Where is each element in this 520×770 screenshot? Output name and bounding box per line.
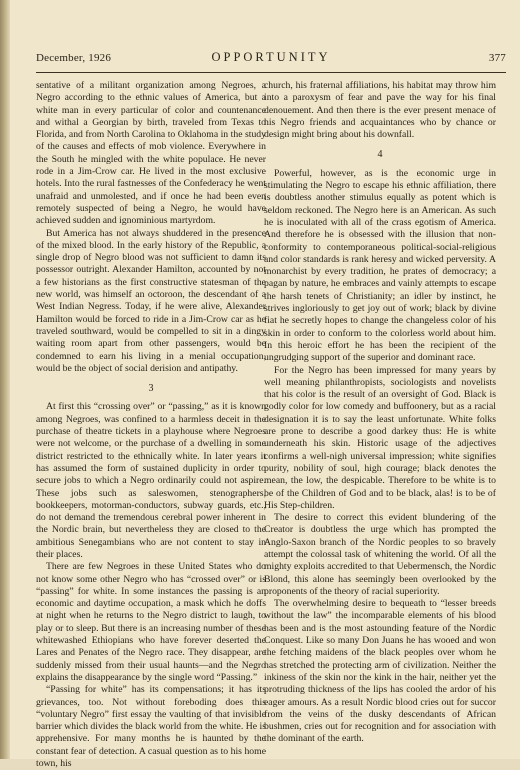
paragraph: But America has not always shuddered in the presence of the mixed blood. In the early history of the Republic, a single drop of Negro blood was not sufficient to damn its possessor outright. Alexander Hamilton, accounted by not a few historians as the first constructive statesman of the new world, was himself an octoroon, the descendant of a West Indian Negress. Today, if he were alive, Alexander Hamilton would be forced to ride in a Jim-Crow car as he traveled southward, would be compelled to sit in a dingy waiting room apart from other passengers, would be condemned to earn his living in a menial occupation, would be the object of social derision and antipathy. <box>36 227 266 374</box>
section-number: 3 <box>148 383 154 395</box>
section-number: 4 <box>377 149 383 161</box>
page-number: 377 <box>488 52 506 64</box>
magazine-page <box>10 0 520 770</box>
magazine-title: OPPORTUNITY <box>211 50 331 64</box>
paragraph: The overwhelming desire to bequeath to “lesser breeds without the law” the incomparable elements of his blood has been and is the most astounding feature of the Nordic Conquest. Like so many Don Juans he has wooed and won the fetching maidens of the black peoples over whom he has stretched the protecting arm of civilization. Neither the inkiness of the skin nor the kink in the hair, neither yet the protruding thickness of the lips has cooled the ardor of his eager amours. As a result Nordic blood cries out for succor from the veins of the dusky descendants of African bushmen, cries out for recognition and for association with the dominant of the earth. <box>264 598 496 745</box>
paragraph: Powerful, however, as is the economic urge in stimulating the Negro to escape his ethnic affiliation, there is doubtless another stimulus equally as potent which is seldom reckoned. The Negro here is an American. As such he is inoculated with all of the crass egotism of America. And therefore he is obsessed with the illusion that non-conformity to contemporaneous political-social-religious and color standards is rank heresy and wicked perversity. A monarchist by every tradition, he prates of democracy; a pagan by nature, he embraces and vainly attempts to escape the harsh tenets of Christianity; an idler by instinct, he strives ingloriously to get joy out of work; black by divine fiat he secretly hopes to change the changeless color of his skin in order to conform to the colorless world about him. In this heroic effort he has been the recipient of the ungrudging support of the superior and dominant race. <box>264 167 496 364</box>
left-column <box>36 80 266 770</box>
paragraph: “Passing for white” has its compensations; it has its grievances, too. Not without foreboding does this “voluntary Negro” first essay the vaulting of that invisible barrier which divides the black world from the white. He is apprehensive. For many months he is haunted by the constant fear of detection. A casual question as to his home town, his <box>36 684 266 770</box>
running-header <box>36 50 506 70</box>
paragraph: At first this “crossing over” or “passing,” as it is known among Negroes, was confined to a harmless deceit in the purchase of theatre tickets in a playhouse where Negroes were not welcome, or the purchase of a dwelling in some district restricted to the ethnically white. In later years it has assumed the form of sustained duplicity in order to secure jobs to which a Negro ordinarily could not aspire. These jobs such as saleswomen, stenographers, bookkeepers, motorman-conductors, subway guards, etc., do not demand the tremendous cerebral power inherent in the Nordic brain, but nevertheless they are closed to the ambitious Senegambians who are not content to stay in their places. <box>36 401 266 560</box>
page-binding-shadow <box>0 0 10 759</box>
header-rule <box>36 72 506 73</box>
right-column <box>264 80 496 746</box>
paragraph: For the Negro has been impressed for many years by well meaning philanthropists, sociologists and novelists that his color is the result of an oversight of God. Black is godly color for low comedy and buffoonery, but as a racial designation it is to say the least unfortunate. White folks are prone to describe a good darkey thus: He is white underneath his skin. Historic usage of the adjectives confirms a well-nigh universal impression; white signifies purity, nobility of soul, high courage; black denotes the mean, the low, the despicable. Therefore to be white is to be of the Children of God and to be black, alas! is to be of His Step-children. <box>264 364 496 511</box>
paragraph: sentative of a militant organization among Negroes, a Negro according to the ethnic values of America, but a white man in every particular of color and countenance and withal a Georgian by birth, traveled from Texas to Florida, and from North Carolina to Oklahoma in the study of the causes and effects of mob violence. Everywhere in the South he mingled with the white populace. He never rode in a Jim-Crow car. He lived in the most exclusive hotels. Into the rural fastnesses of the Confederacy he went unafraid and unmolested, and if once he had been even remotely suspected of being a Negro, he would have achieved sudden and ignominious martyrdom. <box>36 80 266 227</box>
paragraph: church, his fraternal affiliations, his habitat may throw him into a paroxysm of fear and pave the way for his final denouement. And then there is the ever present menace of his Negro friends and acquaintances who by chance or design might bring about his downfall. <box>264 80 496 141</box>
paragraph: There are few Negroes in these United States who do not know some other Negro who has “crossed over” or is “passing” for white. In some instances the passing is an economic and daytime occupation, a mask which he doffs at night when he returns to the Negro district to laugh, to play or to sleep. But there is an increasing number of these whitewashed Ethiopians who have forever deserted the Lares and Penates of the Negro race. They disappear, are suddenly missed from their usual haunts—and the Negro explains the disappearance by the single word “Passing.” <box>36 561 266 683</box>
paragraph: The desire to correct this evident blundering of the Creator is doubtless the urge which has prompted the Anglo-Saxon branch of the Nordic peoples to so bravely attempt the colossal task of whitening the world. Of all the mighty exploits accredited to that Uebermensch, the Nordic Blond, this alone has seemingly been overlooked by the proponents of the theory of racial superiority. <box>264 512 496 597</box>
issue-date: December, 1926 <box>36 52 112 64</box>
